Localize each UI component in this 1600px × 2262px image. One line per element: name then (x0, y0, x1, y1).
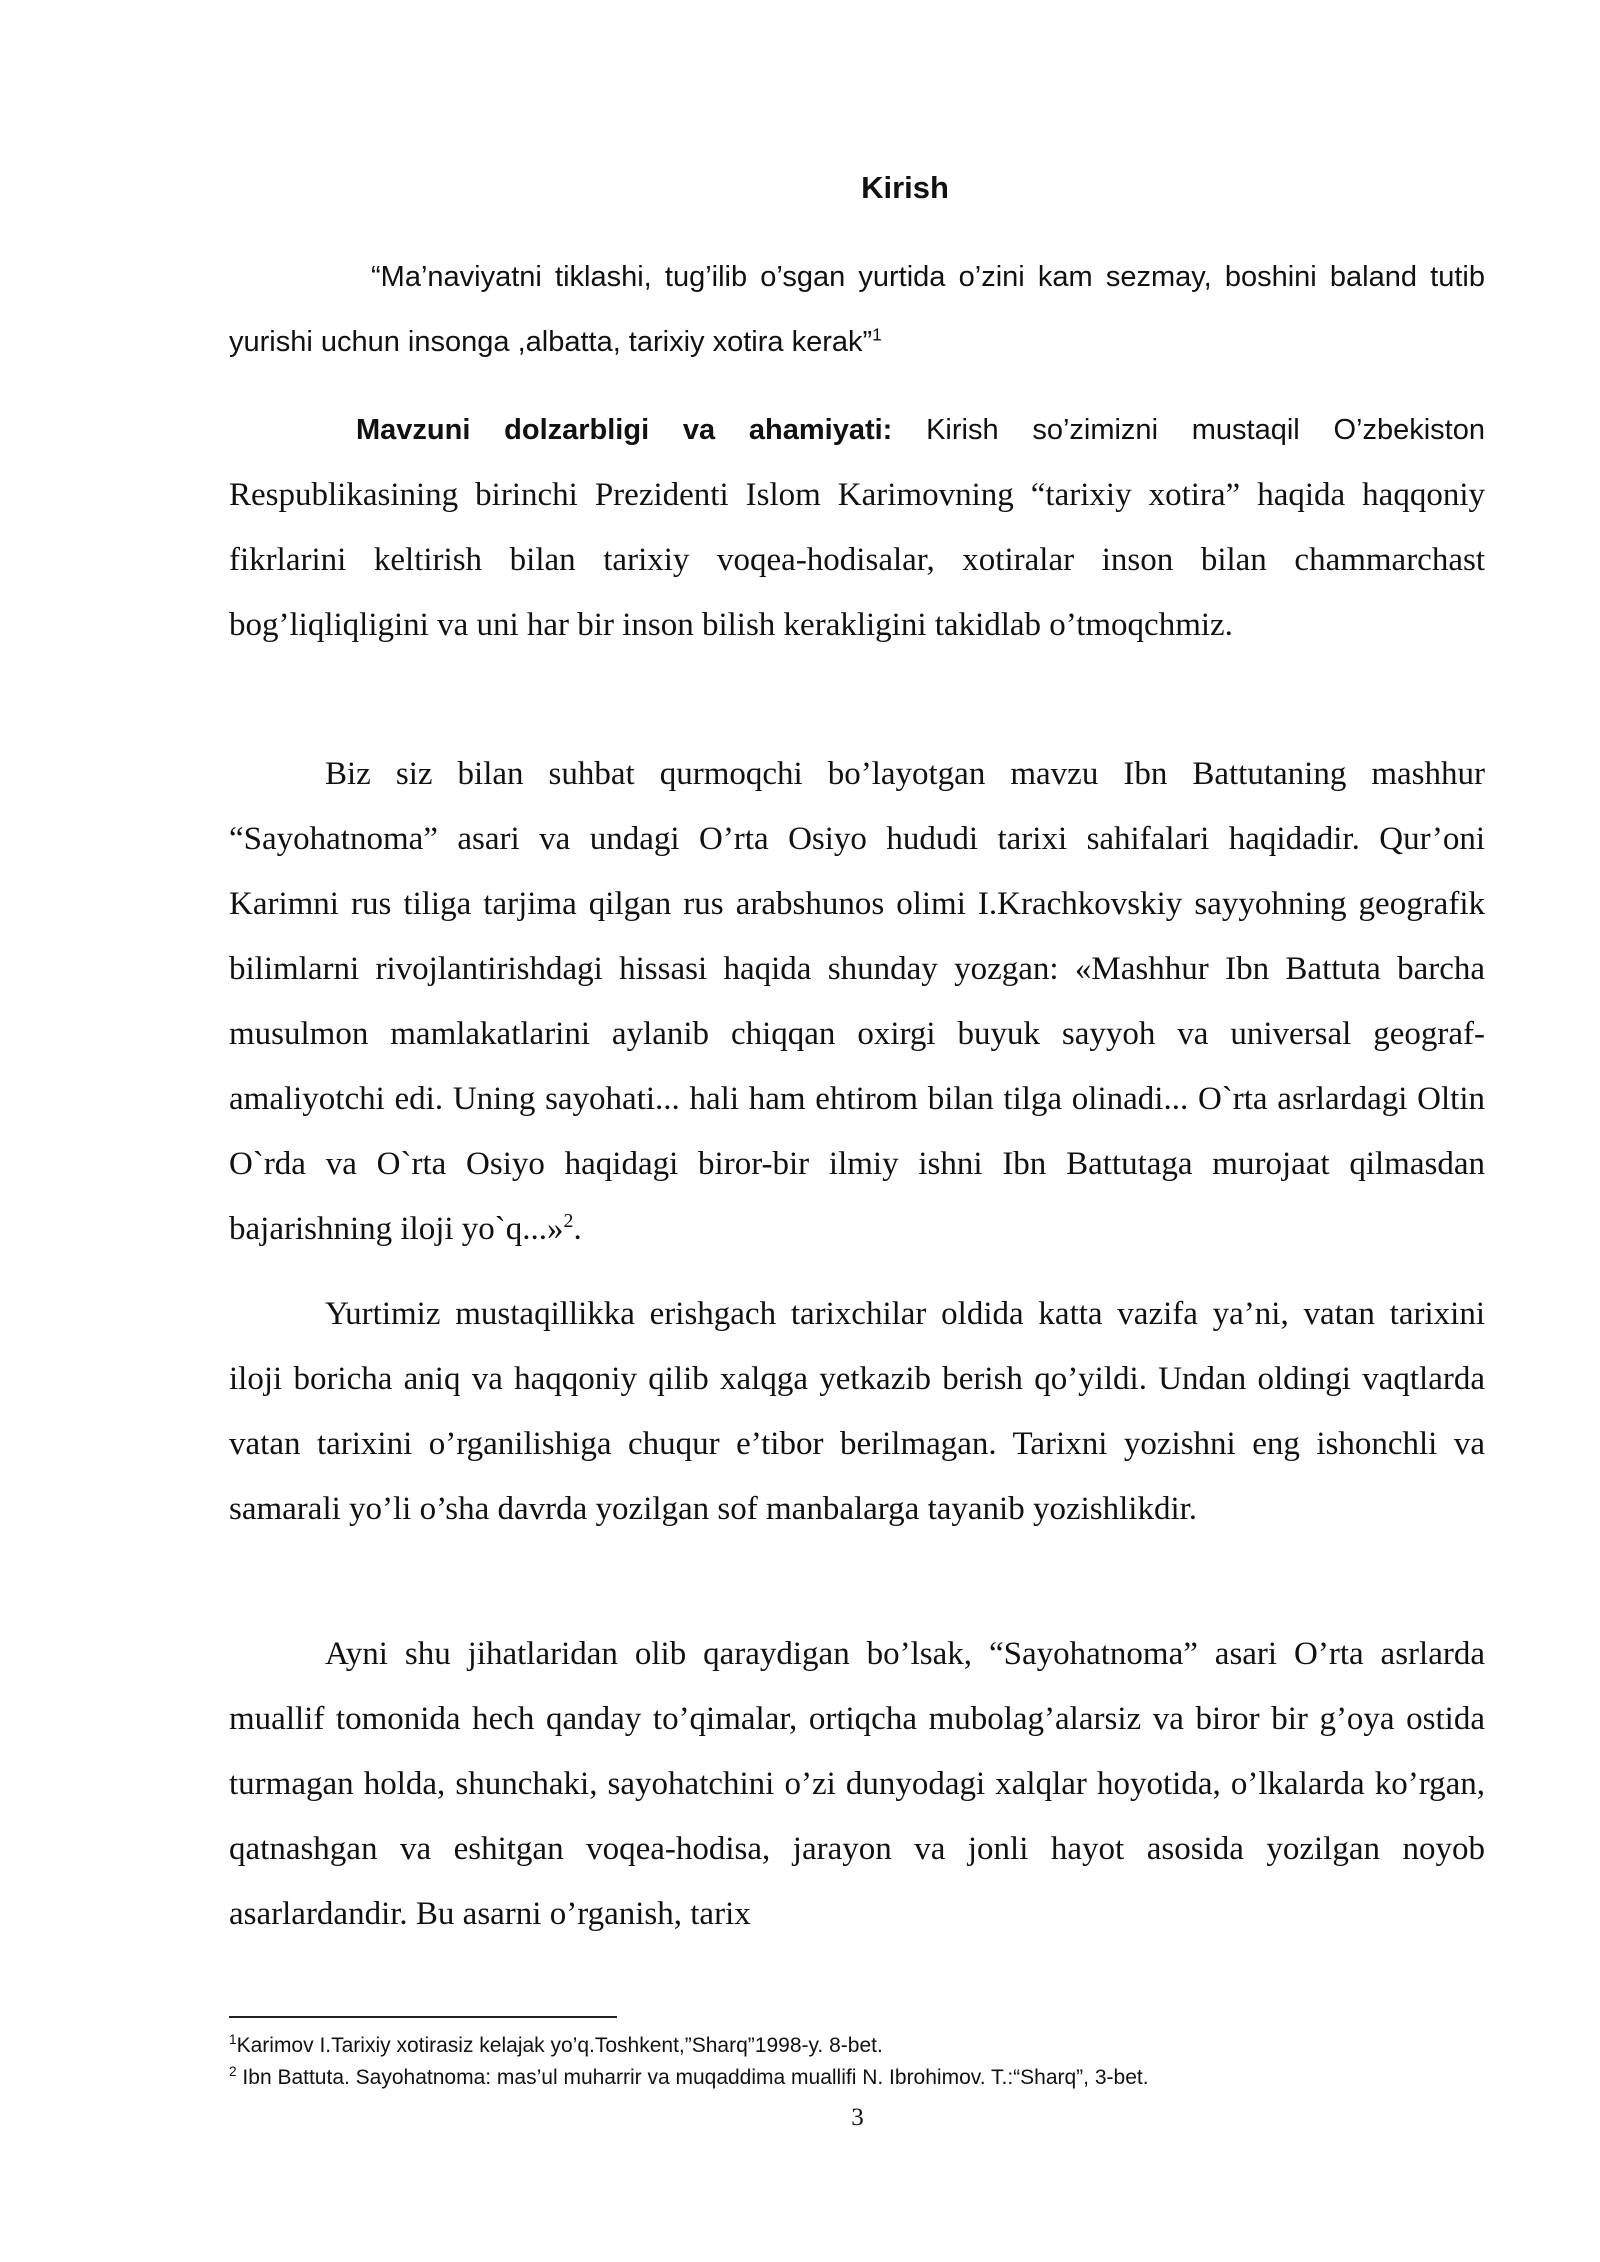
footnote-1-marker: 1 (229, 2032, 237, 2047)
relevance-heading: Mavzuni dolzarbligi va ahamiyati: (356, 414, 893, 446)
page-title: Kirish (861, 170, 949, 205)
footnote-1-text: Karimov I.Tarixiy xotirasiz kelajak yo’q.Toshkent,”Sharq”1998-y. 8-bet. (236, 2034, 883, 2057)
footnote-ref-1: 1 (872, 324, 882, 345)
footnote-2-text: Ibn Battuta. Sayohatnoma: mas’ul muharrir va muqaddima muallifi N. Ibrohimov. T.:“Sharq”, 3-bet. (236, 2066, 1149, 2089)
epigraph-text: “Ma’naviyatni tiklashi, tug’ilib o’sgan yurtida o’zini kam sezmay, boshini baland tutib yurishi uchun insonga ,albatta, tarixiy xotira kerak” (229, 261, 1485, 358)
relevance-paragraph (229, 397, 1485, 658)
footnote-2-marker: 2 (229, 2064, 237, 2079)
body-paragraph-2: Yurtimiz mustaqillikka erishgach tarixchilar oldida katta vazifa ya’ni, vatan tarixini iloji boricha aniq va haqqoniy qilib xalqga yetkazib berish qo’yildi. Undan oldingi vaqtlarda vatan tarixini o’rganilishiga chuqur e’tibor berilmagan. Tarixni yozishni eng ishonchli va samarali yo’li o’sha davrda yozilgan sof manbalarga tayanib yozishlikdir. (229, 1296, 1485, 1527)
body-paragraph-3: Ayni shu jihatlaridan olib qaraydigan bo’lsak, “Sayohatnoma” asari O’rta asrlarda muallif tomonida hech qanday to’qimalar, ortiqcha mubolag’alarsiz va biror bir g’oya ostida turmagan holda, shunchaki, sayohatchini o’zi dunyodagi xalqlar hoyotida, o’lkalarda ko’rgan, qatnashgan va eshitgan voqea-hodisa, jarayon va jonli hayot asosida yozilgan noyob asarlardandir. Bu asarni o’rganish, tarix (229, 1636, 1485, 1932)
body-paragraph-1 (229, 742, 1485, 1262)
page-number: 3 (851, 2104, 864, 2131)
paragraph-1-tail: . (573, 1211, 582, 1247)
footnote-1 (229, 2032, 1485, 2060)
footnote-2 (229, 2064, 1485, 2092)
footnote-separator (229, 2016, 617, 2018)
relevance-lead-text: Kirish so’zimizni mustaqil O’zbekiston (892, 414, 1485, 446)
epigraph-paragraph (229, 245, 1485, 375)
relevance-text: Respublikasining birinchi Prezidenti Islom Karimovning “tarixiy xotira” haqida haqqoniy fikrlarini keltirish bilan tarixiy voqea-hodisalar, xotiralar inson bilan chammarchast bog’liqliqligini va uni har bir inson bilish kerakligini takidlab o’tmoqchmiz. (229, 477, 1485, 643)
footnote-ref-2: 2 (563, 1210, 574, 1232)
paragraph-1-text: Biz siz bilan suhbat qurmoqchi bo’layotgan mavzu Ibn Battutaning mashhur “Sayohatnoma” asari va undagi O’rta Osiyo hududi tarixi sahifalari haqidadir. Qur’oni Karimni rus tiliga tarjima qilgan rus arabshunos olimi I.Krachkovskiy sayyohning geografik bilimlarni rivojlantirishdagi hissasi haqida shunday yozgan: «Mashhur Ibn Battuta barcha musulmon mamlakatlarini aylanib chiqqan oxirgi buyuk sayyoh va universal geograf-amaliyotchi edi. Uning sayohati... hali ham ehtirom bilan tilga olinadi... O`rta asrlardagi Oltin O`rda va O`rta Osiyo haqidagi biror-bir ilmiy ishni Ibn Battutaga murojaat qilmasdan bajarishning iloji yo`q...» (229, 756, 1485, 1247)
